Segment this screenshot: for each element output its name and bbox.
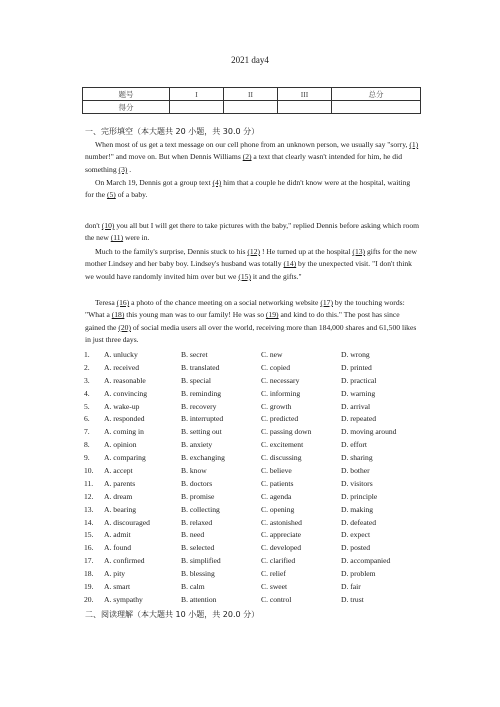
passage-paragraph-3 [85,220,420,245]
passage-text: and kind to do this." The post has since gained the [85,310,400,332]
option-a: A. sympathy [104,594,143,604]
option-c: C. astonished [261,517,302,527]
question-number: 6. [84,414,90,424]
option-c: C. growth [261,401,292,411]
option-b: B. doctors [181,478,213,488]
question-number: 4. [84,388,90,398]
passage-paragraph-2 [85,177,420,202]
option-c: C. sweet [261,582,288,592]
option-row [84,401,431,414]
option-b: B. calm [181,582,205,592]
option-a: A. discouraged [104,517,150,527]
passage-paragraph-1 [85,139,420,176]
score-cell-label: 题号 [83,88,170,101]
option-d: D. posted [341,543,371,553]
option-row [84,388,431,401]
score-cell-value [278,101,332,114]
option-row [84,426,431,439]
question-number: 10. [84,466,94,476]
option-c: C. discussing [261,453,302,463]
question-number: 1. [84,350,90,359]
score-table-score-row [83,101,421,114]
passage-paragraph-5 [85,297,420,347]
option-a: A. convincing [104,388,148,398]
option-d: D. arrival [341,401,371,411]
question-number: 9. [84,453,90,463]
passage-text: number!" and move on. But when Dennis Williams [85,152,243,162]
question-number: 13. [84,504,94,514]
option-a: A. pity [104,569,126,579]
option-a: A. dream [104,491,133,501]
option-b: B. know [181,466,207,476]
question-number: 19. [84,582,94,592]
option-d: D. fair [341,582,361,592]
question-number: 12. [84,491,94,501]
option-c: C. agenda [261,491,292,501]
blank-5: (5) [106,190,116,200]
section-1-header: 一、完形填空（本大题共 20 小题，共 30.0 分） [85,127,260,136]
passage-text: by the unexpected visit. "I don't think we would have randomly invited him over but we [85,259,412,281]
passage-text: gifts for the new mother Lindsey and her baby boy. Lindsey's husband was totally [85,247,417,269]
option-row [84,581,431,594]
option-d: D. wrong [341,350,370,359]
option-b: B. setting out [181,427,222,437]
option-d: D. making [341,504,374,514]
question-number: 11. [84,478,94,488]
option-a: A. unlucky [104,350,138,359]
option-d: D. visitors [341,478,373,488]
passage-text: ! He turned up at the hospital [260,247,353,256]
option-a: A. accept [104,466,133,476]
option-a: A. wake-up [104,401,140,411]
option-row [84,439,431,452]
passage-text: of a baby. [115,190,148,200]
passage-text: Teresa [95,298,117,307]
option-b: B. collecting [181,504,220,514]
blank-4: (4) [212,178,222,187]
blank-15: (15) [238,271,251,281]
score-cell-part-2: II [224,88,278,101]
option-row [84,452,431,465]
option-c: C. informing [261,388,301,398]
option-a: A. smart [104,582,131,592]
score-cell-value [224,101,278,114]
score-cell-label: 得分 [83,101,170,114]
option-c: C. opening [261,504,295,514]
option-c: C. copied [261,362,291,372]
option-b: B. relaxed [181,517,213,527]
option-d: D. effort [341,440,368,450]
option-c: C. relief [261,569,286,579]
passage-text: don't [85,221,102,230]
option-b: B. interrupted [181,414,224,424]
option-c: C. passing down [261,427,312,437]
option-row [84,413,431,426]
option-d: D. bother [341,466,370,476]
question-number: 5. [84,401,90,411]
option-b: B. recovery [181,401,217,411]
option-b: B. secret [181,350,208,359]
option-a: A. coming in [104,427,144,437]
option-a: A. bearing [104,504,137,514]
option-d: D. moving around [341,427,397,437]
option-a: A. responded [104,414,145,424]
option-row [84,568,431,581]
question-number: 16. [84,543,94,553]
option-c: C. control [261,594,292,604]
blank-20: (20) [118,322,131,332]
blank-3: (3) [118,164,128,174]
passage-text: this young man was to our family! He was so [124,310,266,320]
question-number: 18. [84,569,94,579]
question-number: 3. [84,375,90,385]
option-row [84,491,431,504]
options-list [84,349,431,607]
option-d: D. defeated [341,517,376,527]
page-title: 2021 day4 [231,55,269,65]
passage-text: Much to the family's surprise, Dennis stuck to his [95,247,248,256]
blank-14: (14) [283,259,297,269]
option-c: C. patients [261,478,294,488]
option-b: B. promise [181,491,215,501]
blank-10: (10) [101,221,115,230]
option-row [84,349,431,362]
option-d: D. principle [341,491,378,501]
question-number: 20. [84,594,94,604]
option-c: C. developed [261,543,302,553]
option-b: B. attention [181,594,217,604]
option-d: D. problem [341,569,376,579]
passage-paragraph-4 [85,246,420,283]
passage-text: . [127,164,132,174]
option-a: A. comparing [104,453,146,463]
option-row [84,504,431,517]
option-row [84,478,431,491]
option-row [84,542,431,555]
option-c: C. excitement [261,440,304,450]
option-b: B. selected [181,543,215,553]
option-c: C. predicted [261,414,299,424]
option-d: D. warning [341,388,376,398]
option-row [84,375,431,388]
option-a: A. admit [104,530,131,540]
option-a: A. reasonable [104,375,146,385]
passage-text: him that a couple he didn't know were at the hospital, waiting for the [85,178,411,200]
question-number: 2. [84,362,90,372]
blank-18: (18) [111,310,125,320]
passage-text: you all but I will get there to take pictures with the baby," replied Dennis before asking which room the new [85,221,420,243]
passage-text: of social media users all over the world, receiving more than 184,000 shares and 61,500 likes in just three days. [85,322,417,345]
option-d: D. accompanied [341,556,391,566]
option-a: A. received [104,362,139,372]
option-d: D. expect [341,530,371,540]
question-number: 17. [84,556,94,566]
option-b: B. need [181,530,205,540]
blank-16: (16) [116,298,130,307]
option-d: D. repeated [341,414,376,424]
passage-text: were in. [123,233,150,243]
score-cell-part-1: I [170,88,224,101]
score-cell-total: 总分 [332,88,421,101]
passage-text: by the touching words: "What a [85,298,405,320]
blank-11: (11) [110,233,124,243]
option-b: B. blessing [181,569,215,579]
blank-1: (1) [409,140,419,149]
passage-text: When most of us get a text message on our cell phone from an unknown person, we usually say "sorry, [95,140,410,149]
passage-text: a text that clearly wasn't intended for him, he did something [85,152,402,174]
score-cell-value [170,101,224,114]
option-d: D. sharing [341,453,373,463]
question-number: 15. [84,530,94,540]
blank-17: (17) [320,298,333,307]
option-c: C. appreciate [261,530,302,540]
option-row [84,529,431,542]
question-number: 7. [84,427,90,437]
score-cell-value [332,101,421,114]
option-c: C. necessary [261,375,300,385]
option-row [84,465,431,478]
blank-12: (12) [247,247,261,256]
option-b: B. translated [181,362,220,372]
question-number: 14. [84,517,94,527]
score-cell-part-3: III [278,88,332,101]
option-c: C. new [261,350,283,359]
option-b: B. simplified [181,556,221,566]
section-2-header: 二、阅读理解（本大题共 10 小题，共 20.0 分） [85,610,260,619]
passage-text: On March 19, Dennis got a group text [95,178,213,187]
option-a: A. opinion [104,440,137,450]
passage-text: it and the gifts." [250,271,302,281]
option-row [84,594,431,607]
option-a: A. confirmed [104,556,145,566]
score-table-header-row [83,88,421,101]
option-b: B. anxiety [181,440,213,450]
blank-19: (19) [265,310,279,320]
option-row [84,555,431,568]
blank-2: (2) [242,152,252,162]
option-d: D. practical [341,375,377,385]
option-d: D. printed [341,362,372,372]
question-number: 8. [84,440,90,450]
option-c: C. believe [261,466,292,476]
option-a: A. found [104,543,131,553]
option-c: C. clarified [261,556,296,566]
option-b: B. special [181,375,211,385]
option-row [84,362,431,375]
option-row [84,517,431,530]
score-table [82,87,421,114]
blank-13: (13) [352,247,366,256]
passage-text: a photo of the chance meeting on a social networking website [129,298,321,307]
option-d: D. trust [341,594,364,604]
option-a: A. parents [104,478,136,488]
option-b: B. reminding [181,388,222,398]
option-b: B. exchanging [181,453,225,463]
